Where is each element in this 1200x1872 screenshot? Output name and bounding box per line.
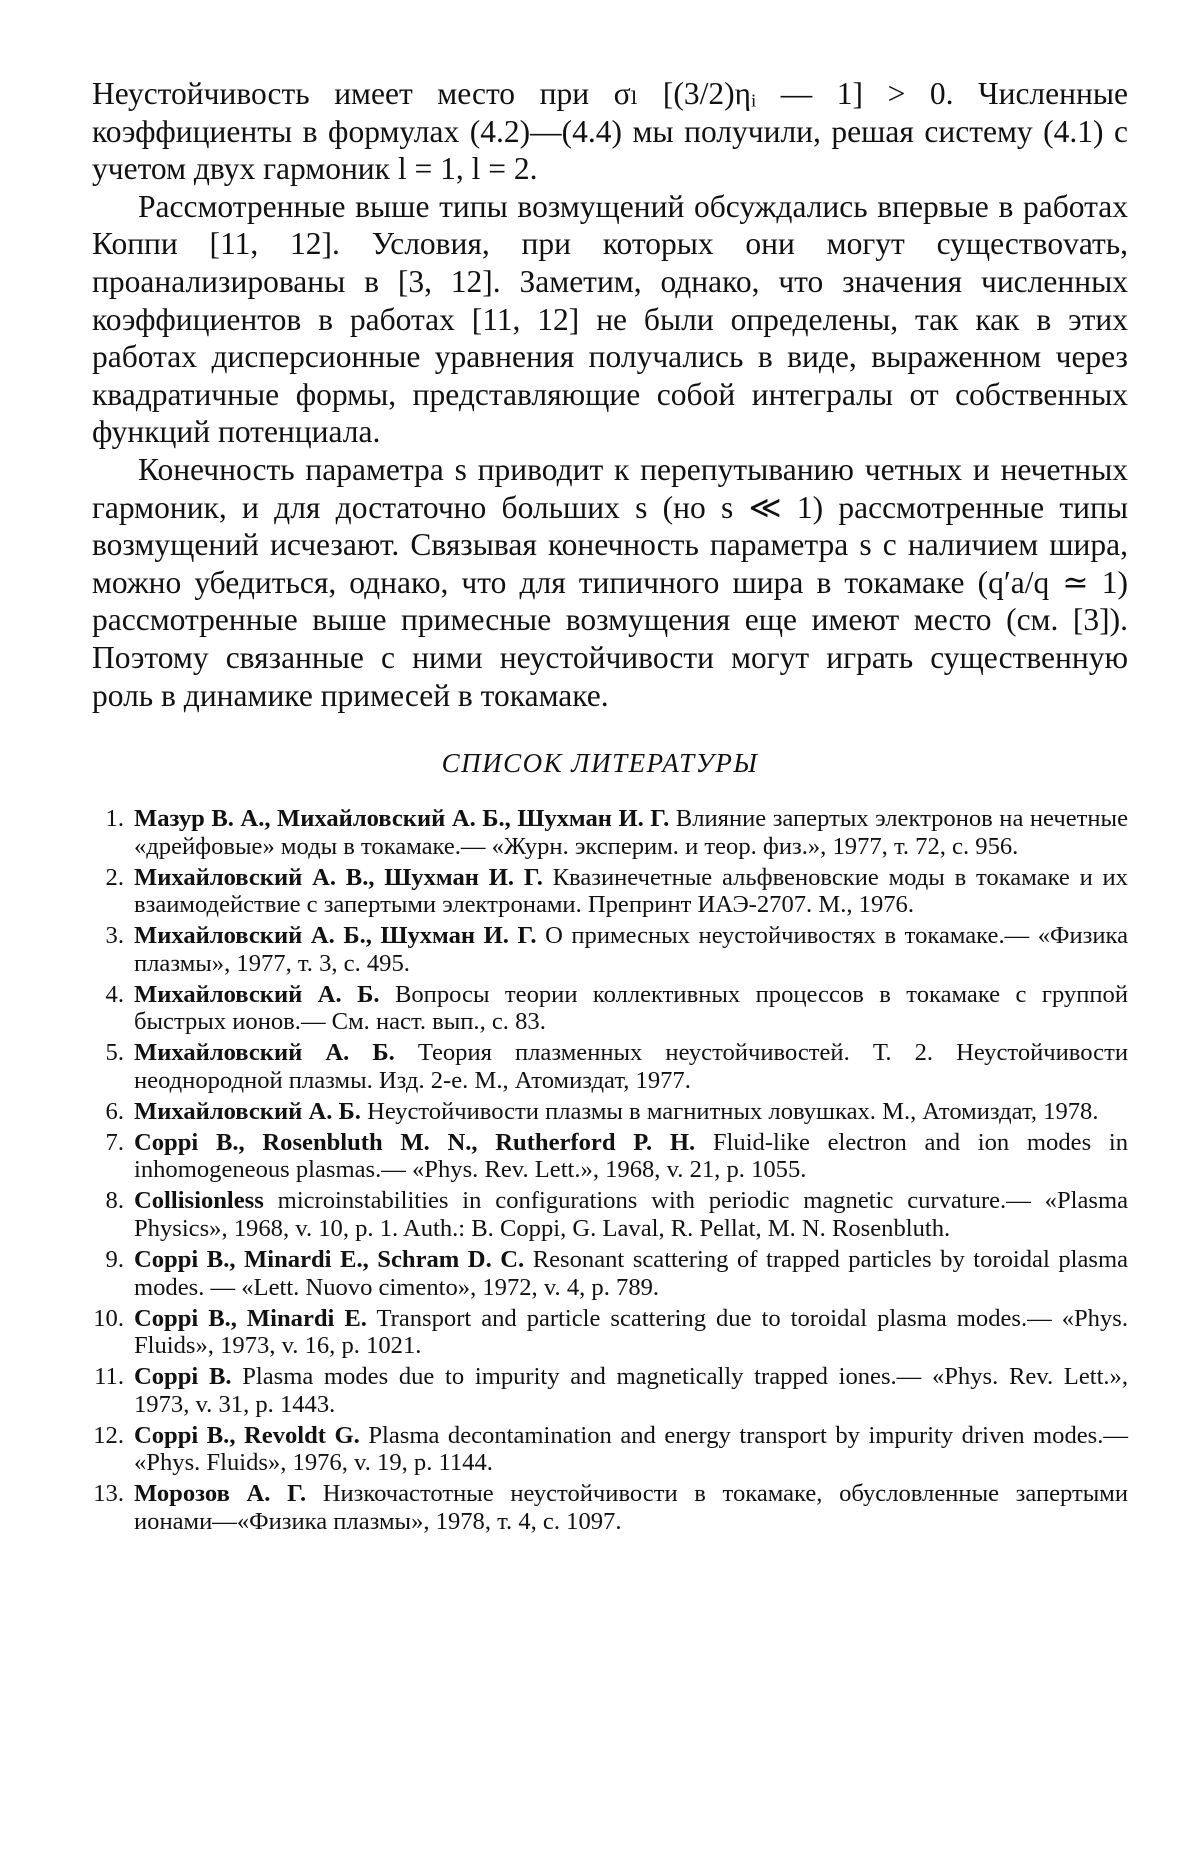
reference-number: 8. — [105, 1187, 124, 1215]
paragraph-instability-condition: Неустойчивость имеет место при σₗ [(3/2)ηᵢ — 1] > 0. Численные коэффициенты в формулах (4.2)—(4.4) мы получили, решая систему (4.1) с учетом двух гармоник l = 1, l = 2. — [92, 76, 1128, 187]
reference-authors: Collisionless — [134, 1187, 264, 1215]
reference-authors: Михайловский А. Б., Шухман И. Г. — [134, 922, 537, 950]
reference-item — [92, 981, 1128, 1036]
reference-text: microinstabilities in configurations with periodic magnetic curvature.— «Plasma Physics», 1968, v. 10, p. 1. Auth.: B. Coppi, G. Laval, R. Pellat, M. N. Rosenbluth. — [134, 1187, 1128, 1243]
reference-authors: Coppi B. — [134, 1363, 232, 1391]
reference-number: 5. — [105, 1039, 124, 1067]
reference-authors: Михайловский А. Б. — [134, 1097, 361, 1125]
reference-item — [92, 864, 1128, 919]
reference-text: Низкочастотные неустойчивости в токамаке, обусловленные запертыми ионами—«Физика плазмы», 1978, т. 4, с. 1097. — [134, 1480, 1129, 1535]
reference-authors: Михайловский А. Б. — [134, 1039, 395, 1067]
reference-authors: Михайловский А. В., Шухман И. Г. — [134, 863, 543, 891]
reference-number: 11. — [94, 1363, 124, 1391]
reference-item — [92, 1422, 1128, 1477]
reference-number: 12. — [93, 1421, 124, 1449]
reference-text: Влияние запертых электронов на нечетные «дрейфовые» моды в токамаке.— «Журн. эксперим. и теор. физ.», 1977, т. 72, с. 956. — [134, 805, 1128, 860]
reference-item — [92, 1363, 1128, 1418]
reference-number: 6. — [105, 1097, 124, 1125]
body-text — [92, 75, 1128, 714]
reference-authors: Мазур В. А., Михайловский А. Б., Шухман И. Г. — [134, 805, 670, 832]
reference-item — [92, 1039, 1128, 1094]
reference-item — [92, 1098, 1128, 1126]
reference-text: Теория плазменных неустойчивостей. Т. 2. Неустойчивости неоднородной плазмы. Изд. 2-е. М., Атомиздат, 1977. — [134, 1039, 1128, 1094]
reference-authors: Coppi B., Minardi E., Schram D. C. — [134, 1246, 525, 1274]
reference-number: 2. — [105, 863, 124, 891]
reference-item — [92, 922, 1128, 977]
reference-text: Вопросы теории коллективных процессов в токамаке с группой быстрых ионов.— См. наст. вып., с. 83. — [134, 980, 1128, 1036]
reference-number: 4. — [105, 980, 124, 1008]
reference-number: 10. — [93, 1304, 124, 1332]
reference-text: Fluid-like electron and ion modes in inhomogeneous plasmas.— «Phys. Rev. Lett.», 1968, v. 21, p. 1055. — [134, 1128, 1128, 1184]
paragraph-previous-work: Рассмотренные выше типы возмущений обсуждались впервые в работах Коппи [11, 12]. Условия, при которых они могут существоvать, проанализированы в [3, 12]. Заметим, однако, что значения численных коэффициентов в работах [11, 12] не были определены, так как в этих работах дисперсионные уравнения получались в виде, выраженном через квадратичные формы, представляющие собой интегралы от собственных функций потенциала. — [92, 188, 1128, 450]
reference-text: Resonant scattering of trapped particles by toroidal plasma modes. — «Lett. Nuovo cimento», 1972, v. 4, p. 789. — [134, 1246, 1128, 1301]
reference-item — [92, 1129, 1128, 1184]
reference-item — [92, 1305, 1128, 1360]
reference-item — [92, 1246, 1128, 1301]
reference-item — [92, 1187, 1128, 1242]
reference-item — [92, 805, 1128, 860]
reference-authors: Coppi B., Revoldt G. — [134, 1421, 360, 1449]
reference-authors: Coppi B., Minardi E. — [134, 1304, 367, 1332]
reference-text: Plasma modes due to impurity and magnetically trapped iones.— «Phys. Rev. Lett.», 1973, v. 31, p. 1443. — [134, 1363, 1128, 1418]
reference-text: Transport and particle scattering due to toroidal plasma modes.— «Phys. Fluids», 1973, v. 16, p. 1021. — [134, 1304, 1128, 1360]
paragraph-shear-effect: Конечность параметра s приводит к перепутыванию четных и нечетных гармоник, и для достаточно больших s (но s ≪ 1) рассмотренные типы возмущений исчезают. Связывая конечность параметра s с наличием шира, можно убедиться, однако, что для типичного шира в токамаке (q′a/q ≃ 1) рассмотренные выше примесные возмущения еще имеют место (см. [3]). Поэтому связанные с ними неустойчивости могут играть существенную роль в динамике примесей в токамаке. — [92, 451, 1128, 713]
reference-number: 9. — [105, 1246, 124, 1274]
reference-item — [92, 1480, 1128, 1535]
reference-list — [92, 805, 1128, 1539]
reference-number: 13. — [93, 1480, 124, 1508]
reference-authors: Coppi B., Rosenbluth M. N., Rutherford P. H. — [134, 1128, 696, 1156]
reference-number: 7. — [105, 1128, 124, 1156]
reference-text: О примесных неустойчивостях в токамаке.— «Физика плазмы», 1977, т. 3, с. 495. — [134, 922, 1128, 977]
reference-number: 1. — [105, 805, 124, 832]
reference-authors: Михайловский А. Б. — [134, 980, 380, 1008]
reference-authors: Морозов А. Г. — [134, 1480, 307, 1508]
reference-text: Неустойчивости плазмы в магнитных ловушках. М., Атомиздат, 1978. — [360, 1097, 1099, 1125]
reference-text: Plasma decontamination and energy transport by impurity driven modes.— «Phys. Fluids», 1976, v. 19, p. 1144. — [134, 1421, 1128, 1477]
reference-number: 3. — [105, 922, 124, 950]
references-title: СПИСОК ЛИТЕРАТУРЫ — [441, 748, 759, 778]
reference-text: Квазинечетные альфвеновские моды в токамаке и их взаимодействие с запертыми электронами. Препринт ИАЭ-2707. М., 1976. — [134, 863, 1128, 919]
